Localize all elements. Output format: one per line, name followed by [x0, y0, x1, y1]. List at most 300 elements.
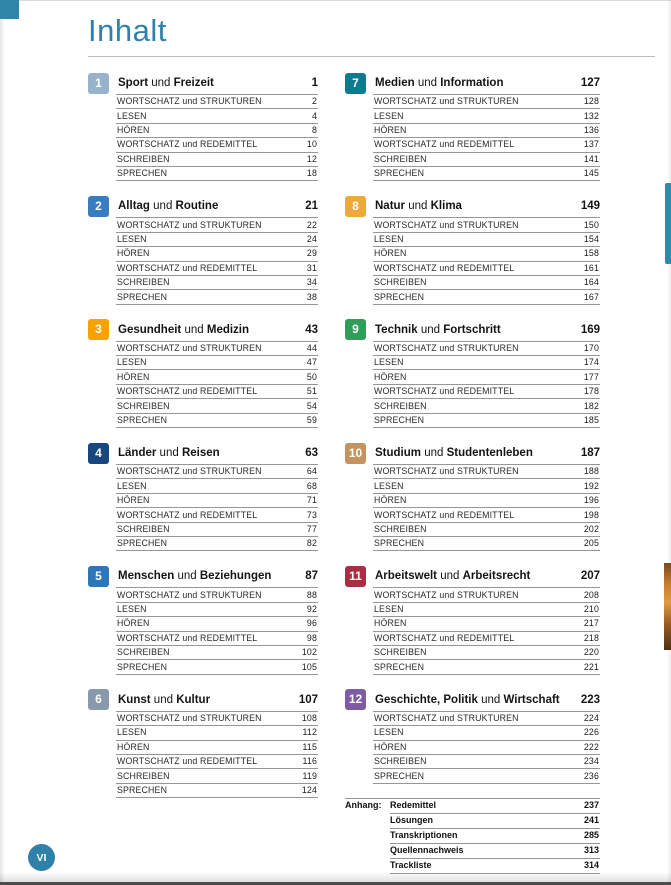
subitem-label: WORTSCHATZ und STRUKTUREN	[117, 219, 262, 230]
chapter-page-number: 87	[305, 570, 318, 583]
subitem-label: WORTSCHATZ und REDEMITTEL	[117, 139, 258, 150]
subitem-label: HÖREN	[117, 618, 150, 629]
subitem-label: WORTSCHATZ und REDEMITTEL	[374, 139, 515, 150]
chapters-left	[88, 72, 318, 798]
anhang-label: Quellennachweis	[390, 845, 464, 856]
anhang-label: Lösungen	[390, 815, 433, 826]
subitem-label: WORTSCHATZ und REDEMITTEL	[117, 262, 258, 273]
subitem-page-number: 18	[306, 168, 317, 179]
subitem-label: LESEN	[117, 480, 147, 491]
anhang-row-body	[390, 829, 600, 844]
toc-subitem[interactable]	[116, 494, 318, 508]
toc-subitem[interactable]	[373, 479, 600, 493]
chapter-subitems	[116, 711, 318, 798]
anhang-row[interactable]	[345, 799, 600, 814]
subitem-page-number: 59	[306, 414, 317, 425]
chapter-page-number: 223	[580, 693, 600, 706]
subitem-page-number: 188	[583, 466, 599, 477]
subitem-page-number: 177	[583, 371, 599, 382]
toc-subitem[interactable]	[373, 603, 600, 617]
toc-subitem[interactable]	[373, 399, 600, 413]
toc-subitem[interactable]	[116, 153, 318, 167]
toc-subitem[interactable]	[373, 233, 600, 247]
toc-subitem[interactable]	[116, 465, 318, 479]
toc-subitem[interactable]	[116, 712, 318, 726]
subitem-page-number: 77	[306, 523, 317, 534]
chapter-page-number: 187	[580, 447, 600, 460]
toc-subitem[interactable]	[373, 537, 600, 551]
subitem-label: WORTSCHATZ und REDEMITTEL	[374, 632, 515, 643]
subitem-page-number: 137	[583, 139, 599, 150]
toc-subitem[interactable]	[116, 247, 318, 261]
toc-subitem[interactable]	[116, 109, 318, 123]
chapter-title: Sport und Freizeit	[118, 77, 214, 89]
subitem-label: SCHREIBEN	[117, 523, 170, 534]
page-number-badge	[28, 844, 55, 871]
toc-subitem[interactable]	[373, 741, 600, 755]
subitem-page-number: 98	[306, 632, 317, 643]
toc-subitem[interactable]	[116, 755, 318, 769]
toc-subitem[interactable]	[116, 646, 318, 660]
subitem-page-number: 44	[306, 342, 317, 353]
anhang-row-body	[390, 814, 600, 829]
subitem-page-number: 82	[306, 538, 317, 549]
chapter-number-badge: 1	[88, 73, 109, 94]
anhang-page-number: 241	[583, 815, 599, 826]
subitem-page-number: 54	[306, 400, 317, 411]
right-edge-shade	[667, 0, 671, 885]
chapter-number-badge: 4	[88, 443, 109, 464]
anhang-row[interactable]	[345, 844, 600, 859]
subitem-page-number: 71	[306, 495, 317, 506]
anhang-label: Redemittel	[390, 800, 437, 811]
anhang-page-number: 237	[583, 800, 599, 811]
chapter-title: Länder und Reisen	[118, 447, 220, 460]
subitem-page-number: 115	[302, 741, 317, 752]
chapter-heading[interactable]	[345, 442, 600, 464]
subitem-label: LESEN	[374, 604, 404, 615]
subitem-page-number: 22	[306, 219, 317, 230]
chapters-right	[345, 72, 600, 784]
toc-subitem[interactable]	[373, 769, 600, 783]
toc-subitem[interactable]	[373, 153, 600, 167]
toc-subitem[interactable]	[116, 138, 318, 152]
subitem-label: WORTSCHATZ und STRUKTUREN	[374, 466, 519, 477]
chapter-number-badge: 9	[345, 319, 366, 340]
chapter-title: Technik und Fortschritt	[375, 323, 501, 336]
chapter-subitems	[373, 217, 600, 304]
subitem-page-number: 150	[583, 219, 599, 230]
subitem-page-number: 88	[306, 589, 317, 600]
subitem-page-number: 141	[583, 153, 599, 164]
subitem-page-number: 154	[583, 234, 599, 245]
toc-subitem[interactable]	[373, 262, 600, 276]
subitem-label: WORTSCHATZ und STRUKTUREN	[374, 96, 519, 107]
subitem-label: HÖREN	[117, 495, 150, 506]
chapter-entry	[88, 689, 318, 798]
subitem-label: SCHREIBEN	[374, 647, 427, 658]
subitem-page-number: 218	[583, 632, 599, 643]
toc-subitem[interactable]	[116, 784, 318, 798]
subitem-label: SPRECHEN	[117, 291, 168, 302]
chapter-entry	[345, 72, 600, 181]
subitem-label: SPRECHEN	[117, 538, 168, 549]
toc-subitem[interactable]	[373, 370, 600, 384]
subitem-label: SCHREIBEN	[374, 523, 427, 534]
subitem-label: SPRECHEN	[117, 414, 168, 425]
subitem-page-number: 116	[302, 756, 317, 767]
subitem-page-number: 136	[583, 125, 599, 136]
subitem-page-number: 96	[306, 618, 317, 629]
anhang-row[interactable]	[345, 814, 600, 829]
toc-subitem[interactable]	[116, 167, 318, 181]
anhang-label: Trackliste	[390, 860, 432, 871]
toc-column-left	[88, 72, 318, 874]
subitem-label: WORTSCHATZ und STRUKTUREN	[117, 589, 262, 600]
chapter-subitems	[116, 94, 318, 181]
subitem-page-number: 124	[301, 784, 317, 795]
chapter-title: Natur und Klima	[375, 200, 462, 213]
subitem-label: SPRECHEN	[374, 414, 425, 425]
subitem-label: LESEN	[117, 604, 147, 615]
chapter-title: Studium und Studentenleben	[375, 447, 533, 460]
subitem-label: WORTSCHATZ und REDEMITTEL	[374, 509, 515, 520]
chapter-number-badge: 7	[345, 73, 366, 94]
right-edge-tab	[665, 183, 671, 264]
toc-subitem[interactable]	[116, 632, 318, 646]
subitem-label: WORTSCHATZ und REDEMITTEL	[374, 386, 515, 397]
chapter-heading[interactable]	[345, 195, 600, 217]
subitem-page-number: 236	[583, 770, 599, 781]
subitem-label: SPRECHEN	[374, 291, 425, 302]
subitem-label: WORTSCHATZ und REDEMITTEL	[374, 262, 515, 273]
chapter-heading[interactable]	[88, 72, 318, 94]
toc-subitem[interactable]	[116, 617, 318, 631]
subitem-page-number: 198	[583, 509, 599, 520]
chapter-subitems	[373, 711, 600, 784]
subitem-label: SPRECHEN	[374, 538, 425, 549]
chapter-number-badge: 5	[88, 566, 109, 587]
subitem-label: HÖREN	[117, 125, 150, 136]
subitem-page-number: 50	[306, 371, 317, 382]
chapter-page-number: 127	[580, 77, 600, 89]
subitem-page-number: 210	[583, 604, 599, 615]
chapter-entry	[345, 442, 600, 551]
subitem-label: SCHREIBEN	[374, 153, 427, 164]
toc-subitem[interactable]	[116, 342, 318, 356]
subitem-page-number: 145	[583, 168, 599, 179]
subitem-page-number: 132	[583, 110, 599, 121]
anhang-page-number: 313	[583, 845, 599, 856]
chapter-number-badge: 3	[88, 319, 109, 340]
chapter-entry	[345, 689, 600, 784]
subitem-label: SCHREIBEN	[117, 400, 170, 411]
subitem-label: SPRECHEN	[374, 168, 425, 179]
subitem-page-number: 24	[306, 234, 317, 245]
subitem-label: SCHREIBEN	[117, 153, 170, 164]
chapter-subitems	[373, 464, 600, 551]
chapter-page-number: 21	[305, 200, 318, 213]
subitem-label: WORTSCHATZ und STRUKTUREN	[117, 342, 262, 353]
subitem-label: WORTSCHATZ und STRUKTUREN	[117, 466, 262, 477]
subitem-label: HÖREN	[117, 371, 150, 382]
anhang-label: Transkriptionen	[390, 830, 458, 841]
subitem-label: WORTSCHATZ und STRUKTUREN	[374, 219, 519, 230]
chapter-subitems	[116, 587, 318, 674]
chapter-subitems	[373, 94, 600, 181]
toc-subitem[interactable]	[373, 646, 600, 660]
toc-subitem[interactable]	[116, 508, 318, 522]
subitem-label: HÖREN	[374, 371, 407, 382]
subitem-label: SCHREIBEN	[374, 400, 427, 411]
subitem-label: HÖREN	[374, 125, 407, 136]
toc-subitem[interactable]	[116, 399, 318, 413]
subitem-label: LESEN	[374, 110, 404, 121]
chapter-number-badge: 2	[88, 196, 109, 217]
toc-subitem[interactable]	[116, 414, 318, 428]
subitem-page-number: 12	[306, 153, 317, 164]
toc-subitem[interactable]	[373, 290, 600, 304]
subitem-label: HÖREN	[117, 741, 150, 752]
toc-subitem[interactable]	[373, 385, 600, 399]
chapter-title: Medien und Information	[375, 77, 504, 89]
subitem-page-number: 128	[583, 96, 599, 107]
toc-subitem[interactable]	[373, 726, 600, 740]
page-header	[88, 0, 655, 57]
subitem-page-number: 161	[583, 262, 599, 273]
subitem-page-number: 221	[583, 661, 599, 672]
subitem-label: SPRECHEN	[117, 168, 168, 179]
toc-subitem[interactable]	[116, 233, 318, 247]
subitem-label: LESEN	[117, 727, 147, 738]
toc-subitem[interactable]	[116, 726, 318, 740]
subitem-page-number: 226	[583, 727, 599, 738]
subitem-label: LESEN	[374, 357, 404, 368]
subitem-label: WORTSCHATZ und STRUKTUREN	[374, 342, 519, 353]
toc-subitem[interactable]	[373, 508, 600, 522]
toc-subitem[interactable]	[373, 617, 600, 631]
subitem-label: SCHREIBEN	[117, 770, 170, 781]
subitem-label: SPRECHEN	[117, 661, 168, 672]
toc-subitem[interactable]	[373, 660, 600, 674]
anhang-section	[345, 798, 600, 874]
subitem-page-number: 170	[583, 342, 599, 353]
subitem-label: SCHREIBEN	[117, 277, 170, 288]
chapter-entry	[88, 319, 318, 428]
corner-accent-square	[0, 0, 19, 19]
toc-subitem[interactable]	[116, 603, 318, 617]
chapter-page-number: 63	[305, 447, 318, 460]
page-title: Inhalt	[88, 0, 655, 57]
toc-subitem[interactable]	[373, 124, 600, 138]
toc-subitem[interactable]	[116, 537, 318, 551]
chapter-subitems	[373, 341, 600, 428]
left-edge-shade	[0, 0, 5, 885]
chapter-page-number: 107	[298, 693, 318, 706]
chapter-heading[interactable]	[345, 319, 600, 341]
chapter-entry	[88, 442, 318, 551]
chapter-heading[interactable]	[88, 689, 318, 711]
toc-subitem[interactable]	[116, 385, 318, 399]
toc-subitem[interactable]	[116, 660, 318, 674]
chapter-subitems	[116, 341, 318, 428]
subitem-page-number: 112	[302, 727, 317, 738]
subitem-page-number: 234	[583, 756, 599, 767]
chapter-number-badge: 10	[345, 443, 366, 464]
right-edge-photo-sliver	[664, 563, 671, 650]
anhang-page-number: 314	[583, 860, 599, 871]
toc-subitem[interactable]	[373, 465, 600, 479]
chapter-entry	[345, 195, 600, 304]
toc-subitem[interactable]	[116, 479, 318, 493]
toc-subitem[interactable]	[116, 218, 318, 232]
subitem-page-number: 158	[583, 248, 599, 259]
subitem-page-number: 47	[306, 357, 317, 368]
subitem-page-number: 217	[583, 618, 599, 629]
chapter-heading[interactable]	[345, 565, 600, 587]
chapter-title: Gesundheit und Medizin	[118, 323, 250, 336]
subitem-page-number: 73	[306, 509, 317, 520]
chapter-heading[interactable]	[88, 319, 318, 341]
toc-subitem[interactable]	[116, 356, 318, 370]
toc-subitem[interactable]	[373, 276, 600, 290]
subitem-page-number: 202	[583, 523, 599, 534]
subitem-page-number: 8	[311, 125, 317, 136]
subitem-page-number: 164	[583, 277, 599, 288]
toc-subitem[interactable]	[373, 138, 600, 152]
chapter-page-number: 149	[580, 200, 600, 213]
subitem-page-number: 224	[583, 713, 599, 724]
subitem-page-number: 105	[301, 661, 317, 672]
subitem-label: LESEN	[374, 480, 404, 491]
toc-column-right	[345, 72, 600, 874]
anhang-prefix	[345, 844, 390, 859]
chapter-subitems	[373, 587, 600, 674]
subitem-page-number: 34	[306, 277, 317, 288]
subitem-label: LESEN	[117, 234, 147, 245]
subitem-page-number: 68	[306, 480, 317, 491]
toc-subitem[interactable]	[373, 109, 600, 123]
toc-subitem[interactable]	[116, 588, 318, 602]
toc-subitem[interactable]	[373, 247, 600, 261]
subitem-label: SPRECHEN	[374, 661, 425, 672]
subitem-page-number: 167	[583, 291, 599, 302]
subitem-page-number: 119	[302, 770, 317, 781]
anhang-page-number: 285	[583, 830, 599, 841]
chapter-number-badge: 11	[345, 566, 366, 587]
subitem-page-number: 4	[311, 110, 317, 121]
subitem-page-number: 182	[583, 400, 599, 411]
toc-subitem[interactable]	[373, 342, 600, 356]
subitem-page-number: 208	[583, 589, 599, 600]
subitem-label: WORTSCHATZ und REDEMITTEL	[117, 386, 258, 397]
toc-subitem[interactable]	[116, 276, 318, 290]
anhang-row-body	[390, 844, 600, 859]
subitem-label: SCHREIBEN	[374, 756, 427, 767]
chapter-subitems	[116, 217, 318, 304]
chapter-heading[interactable]	[88, 565, 318, 587]
anhang-row[interactable]	[345, 829, 600, 844]
subitem-label: HÖREN	[374, 741, 407, 752]
subitem-page-number: 51	[306, 386, 317, 397]
toc-subitem[interactable]	[373, 414, 600, 428]
chapter-entry	[88, 195, 318, 304]
chapter-page-number: 43	[305, 323, 318, 336]
chapter-page-number: 169	[580, 323, 600, 336]
subitem-label: WORTSCHATZ und REDEMITTEL	[117, 509, 258, 520]
subitem-label: LESEN	[117, 357, 147, 368]
toc-subitem[interactable]	[116, 523, 318, 537]
toc-subitem[interactable]	[373, 588, 600, 602]
chapter-heading[interactable]	[345, 689, 600, 711]
toc-subitem[interactable]	[373, 218, 600, 232]
toc-subitem[interactable]	[116, 124, 318, 138]
subitem-label: HÖREN	[374, 495, 407, 506]
chapter-heading[interactable]	[88, 442, 318, 464]
chapter-title: Menschen und Beziehungen	[118, 570, 272, 583]
subitem-page-number: 192	[583, 480, 599, 491]
subitem-page-number: 38	[306, 291, 317, 302]
toc-subitem[interactable]	[373, 755, 600, 769]
chapter-entry	[88, 72, 318, 181]
subitem-label: WORTSCHATZ und REDEMITTEL	[117, 756, 258, 767]
toc-columns	[88, 72, 600, 874]
toc-subitem[interactable]	[373, 712, 600, 726]
subitem-label: LESEN	[117, 110, 147, 121]
subitem-label: WORTSCHATZ und STRUKTUREN	[374, 713, 519, 724]
toc-subitem[interactable]	[116, 290, 318, 304]
toc-subitem[interactable]	[373, 95, 600, 109]
subitem-page-number: 174	[583, 357, 599, 368]
toc-subitem[interactable]	[373, 494, 600, 508]
subitem-label: SPRECHEN	[117, 784, 168, 795]
chapter-heading[interactable]	[345, 72, 600, 94]
toc-subitem[interactable]	[373, 167, 600, 181]
chapter-page-number: 1	[311, 77, 318, 89]
toc-subitem[interactable]	[373, 356, 600, 370]
toc-subitem[interactable]	[116, 769, 318, 783]
subitem-label: LESEN	[374, 234, 404, 245]
subitem-label: HÖREN	[374, 618, 407, 629]
toc-subitem[interactable]	[116, 95, 318, 109]
chapter-number-badge: 6	[88, 689, 109, 710]
toc-subitem[interactable]	[116, 741, 318, 755]
subitem-label: WORTSCHATZ und STRUKTUREN	[117, 713, 262, 724]
subitem-page-number: 2	[311, 96, 317, 107]
anhang-prefix	[345, 814, 390, 829]
subitem-label: SPRECHEN	[374, 770, 425, 781]
chapter-heading[interactable]	[88, 195, 318, 217]
chapter-title: Kunst und Kultur	[118, 693, 211, 706]
subitem-page-number: 10	[306, 139, 317, 150]
chapter-number-badge: 12	[345, 689, 366, 710]
subitem-page-number: 108	[301, 713, 317, 724]
chapter-page-number: 207	[580, 570, 600, 583]
toc-subitem[interactable]	[373, 523, 600, 537]
subitem-label: SCHREIBEN	[117, 647, 170, 658]
subitem-page-number: 29	[306, 248, 317, 259]
toc-subitem[interactable]	[373, 632, 600, 646]
subitem-page-number: 178	[583, 386, 599, 397]
chapter-title: Geschichte, Politik und Wirtschaft	[375, 693, 560, 706]
subitem-page-number: 64	[306, 466, 317, 477]
toc-subitem[interactable]	[116, 262, 318, 276]
toc-subitem[interactable]	[116, 370, 318, 384]
chapter-entry	[345, 319, 600, 428]
subitem-page-number: 102	[301, 647, 317, 658]
subitem-page-number: 222	[583, 741, 599, 752]
subitem-label: WORTSCHATZ und STRUKTUREN	[117, 96, 262, 107]
